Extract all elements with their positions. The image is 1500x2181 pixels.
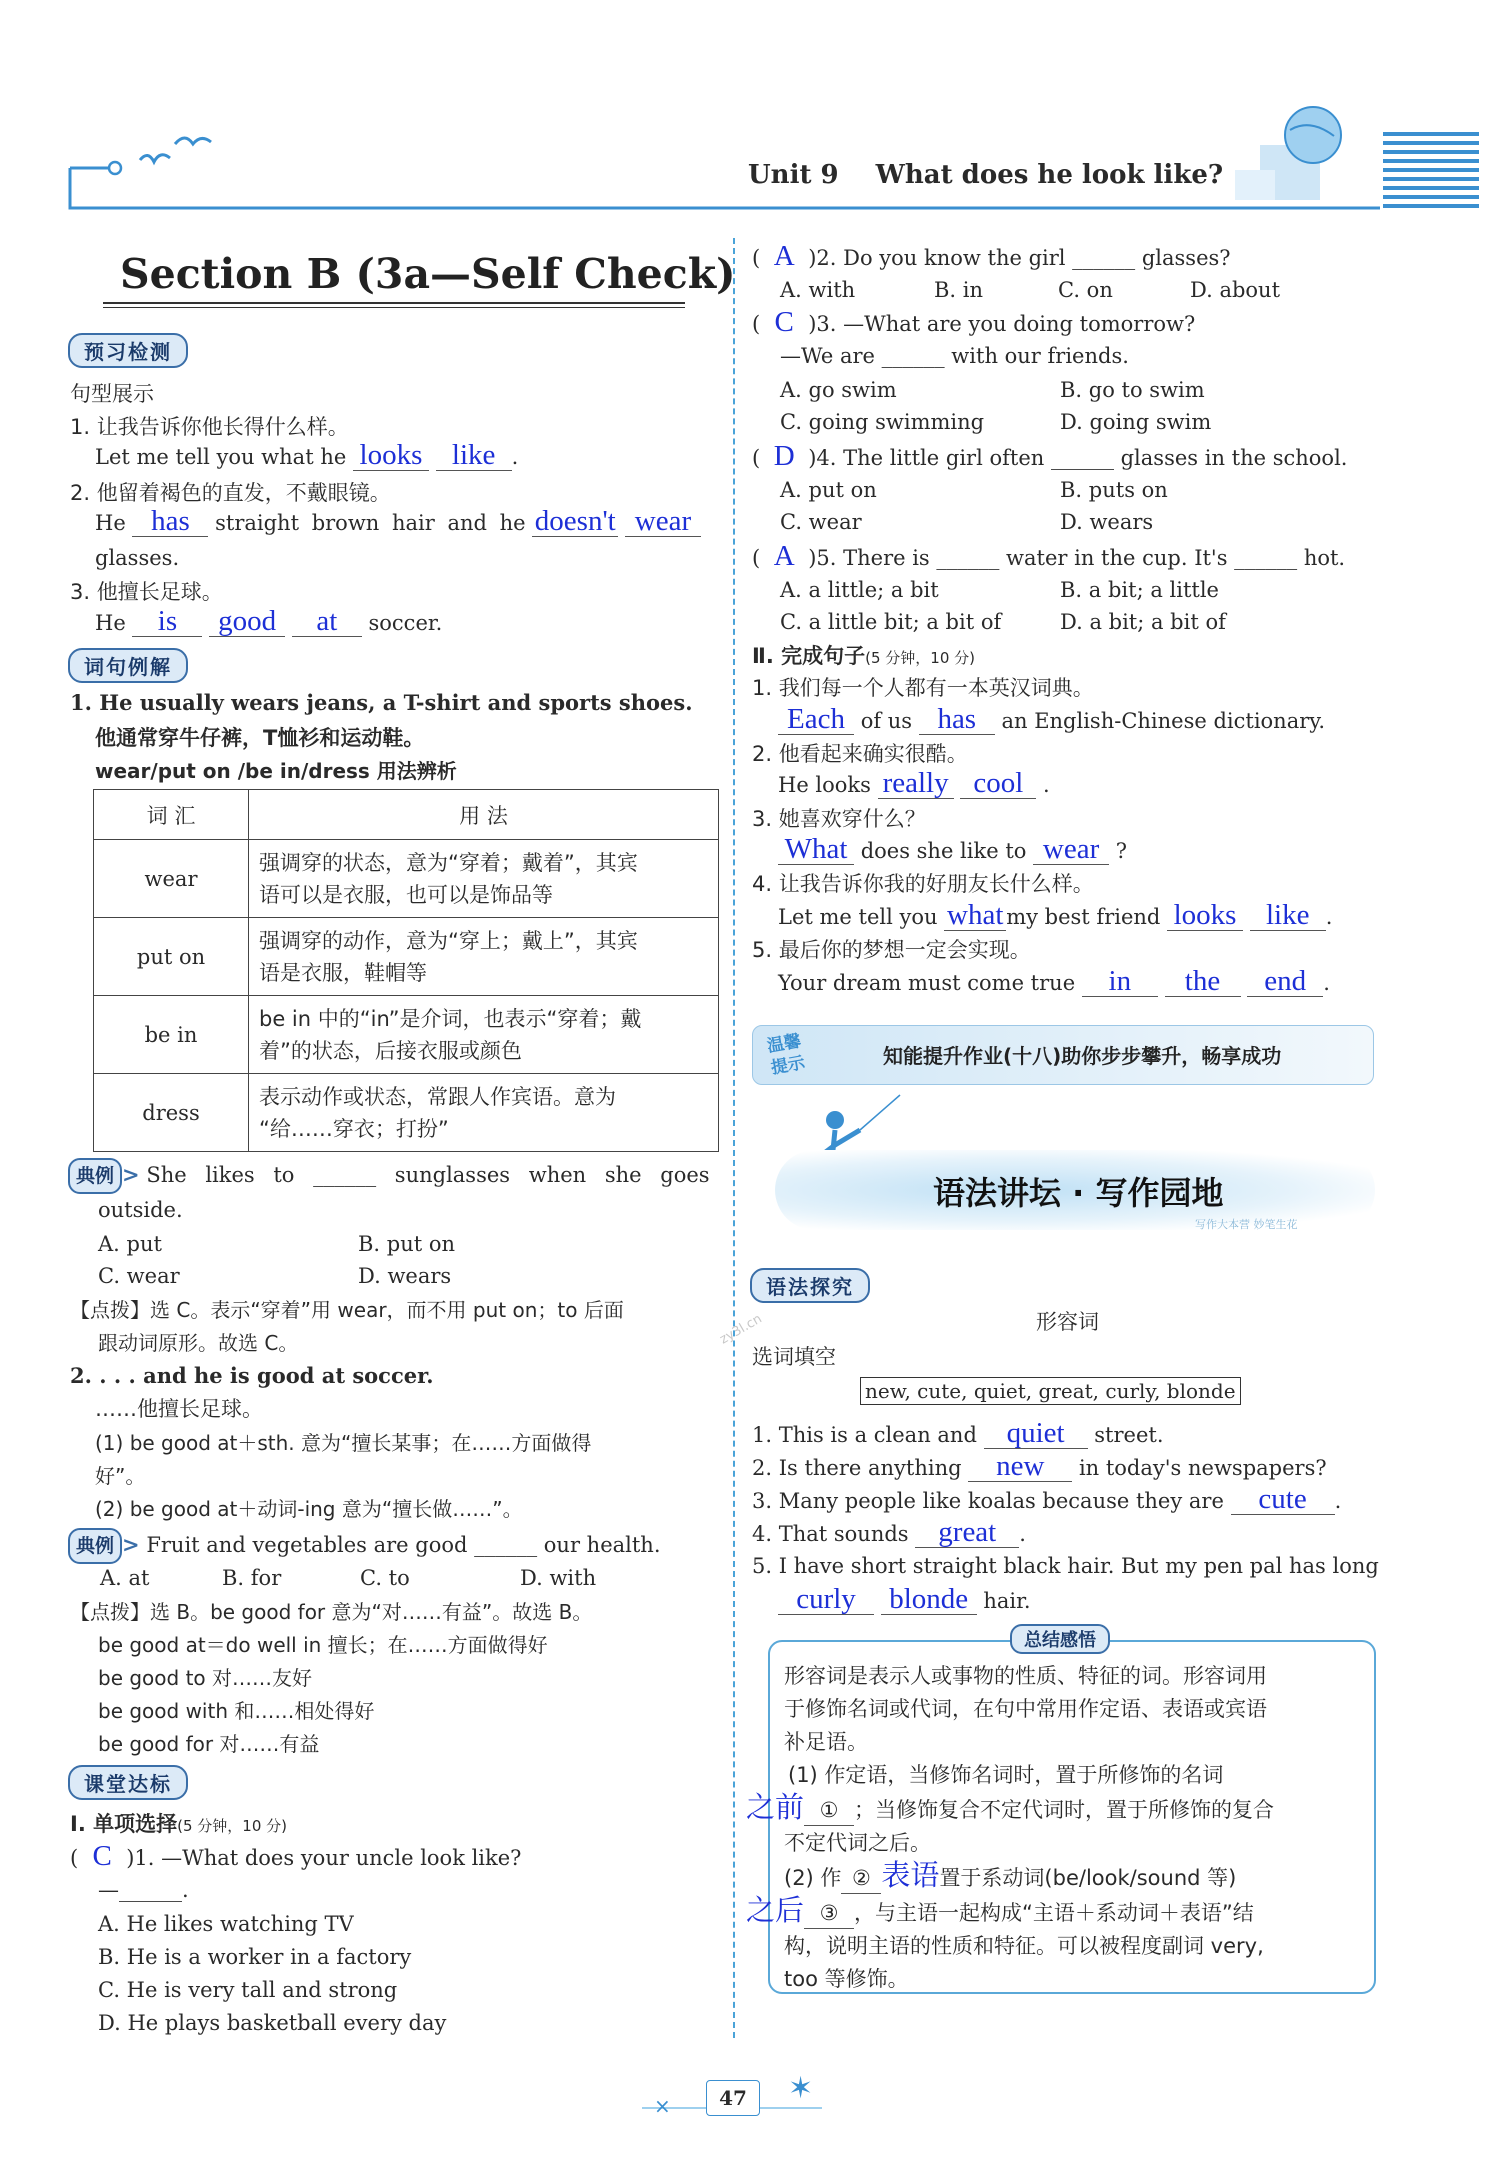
example-question-1-cont: outside.	[98, 1198, 183, 1222]
watermark: zy3l.cn	[717, 1311, 765, 1348]
answer-predicative: 表语	[881, 1860, 940, 1892]
mcq-4-options: A. put on B. puts on	[780, 478, 1168, 502]
usage-table-header	[94, 790, 719, 840]
table-row: put on 强调穿的动作，意为“穿上；戴上”，其宾 语是衣服，鞋帽等	[94, 918, 719, 996]
preview-item-3: He is good at soccer.	[95, 605, 443, 637]
header-stripes	[1383, 132, 1479, 210]
mcq-4-options-2: C. wear D. wears	[780, 510, 1154, 534]
sentence-3-cn: 3. 她喜欢穿什么？	[752, 807, 926, 831]
grammar-item-5: 5. I have short straight black hair. But my pen pal has long	[752, 1554, 1379, 1578]
classwork-part-1: Ⅰ. 单项选择(5 分钟，10 分)	[70, 1812, 287, 1836]
preview-item-2: He has straight brown hair and he doesn't wear	[95, 506, 701, 539]
blank-2: ②	[841, 1863, 881, 1894]
answer-looks-2: looks	[1167, 900, 1243, 931]
globe-decoration-icon	[1215, 95, 1385, 205]
phrase-note-list: be good at＝do well in 擅长；在……方面做得好 be good to 对……友好 be good with 和……相处得好 be good for 对……有益	[98, 1633, 548, 1756]
section-title: Section B (3a—Self Check)	[120, 250, 736, 298]
mcq-5-options-2: C. a little bit; a bit of D. a bit; a bit of	[780, 610, 1226, 634]
answer-is: is	[132, 606, 202, 637]
answer-cute: cute	[1231, 1484, 1335, 1515]
example-question-1-options-2: C. wear D. wears	[98, 1264, 452, 1288]
section-title-underline	[103, 302, 685, 308]
mcq-5: ( A )5. There is ______ water in the cup. It's ______ hot.	[752, 540, 1346, 572]
example-question-1-options: A. put B. put on	[98, 1232, 456, 1256]
answer-mcq-1: C	[92, 1840, 112, 1872]
example-question-1: 典例 > She likes to ______ sunglasses when she goes	[68, 1158, 710, 1194]
grammar-item-1: 1. This is a clean and quiet street.	[752, 1417, 1164, 1449]
answer-each: Each	[778, 704, 854, 735]
grammar-banner-title: 语法讲坛 · 写作园地	[933, 1174, 1224, 1212]
reminder-badge: 温馨提示	[765, 1031, 807, 1079]
usage-table	[93, 789, 719, 1152]
table-word: wear	[94, 840, 249, 918]
mcq-3-options-2: C. going swimming D. going swim	[780, 410, 1212, 434]
svg-text:×: ×	[654, 2094, 671, 2118]
sentence-4: Let me tell you what my best friend looks like .	[778, 899, 1333, 931]
preview-item-1-cn: 1. 让我告诉你他长得什么样。	[70, 415, 349, 439]
unit-number: Unit 9	[748, 160, 839, 190]
sentence-5: Your dream must come true in the end .	[778, 965, 1330, 997]
birds-icon	[130, 130, 220, 180]
grammar-banner	[775, 1150, 1375, 1230]
dianli-tag-2: 典例	[68, 1528, 122, 1564]
mcq-2-options: A. with B. in C. on D. about	[780, 278, 1281, 302]
answer-like: like	[436, 440, 512, 471]
answer-the: the	[1165, 966, 1241, 997]
reminder-text: 知能提升作业(十八)助你步步攀升，畅享成功	[883, 1044, 1282, 1068]
preview-item-1: Let me tell you what he looks like .	[95, 439, 519, 471]
answer-has-2: has	[919, 704, 995, 735]
mcq-3-stem-2: —We are ______ with our friends.	[780, 344, 1129, 368]
phrase-tag: 词句例解	[68, 648, 188, 683]
answer-mcq-5: A	[773, 540, 795, 572]
unit-title: What does he look like?	[875, 160, 1224, 190]
svg-text:✶: ✶	[788, 2071, 814, 2106]
answer-blonde: blonde	[881, 1584, 977, 1615]
phrase-note-2: (2) be good at＋动词-ing 意为“擅长做……”。	[95, 1497, 523, 1521]
answer-has: has	[132, 506, 208, 537]
mcq-3: ( C )3. —What are you doing tomorrow?	[752, 306, 1196, 338]
preview-item-2-end: glasses.	[95, 546, 180, 570]
preview-item-3-cn: 3. 他擅长足球。	[70, 580, 223, 604]
answer-mcq-2: A	[773, 240, 795, 272]
mcq-4: ( D )4. The little girl often ______ glasses in the school.	[752, 440, 1348, 472]
grammar-banner-sub: 写作大本营 妙笔生花	[1195, 1218, 1298, 1231]
grammar-tag: 语法探究	[750, 1268, 870, 1303]
answer-cool: cool	[960, 768, 1036, 799]
grammar-topic: 形容词	[1036, 1310, 1099, 1334]
table-word: put on	[94, 918, 249, 996]
summary-tag: 总结感悟	[1010, 1624, 1110, 1654]
preview-item-2-cn: 2. 他留着褐色的直发，不戴眼镜。	[70, 481, 391, 505]
answer-after: 之后	[746, 1895, 805, 1927]
phrase-example-1: 1. He usually wears jeans, a T-shirt and sports shoes.	[70, 690, 693, 715]
column-divider	[733, 238, 735, 2038]
mcq-5-options: A. a little; a bit B. a bit; a little	[780, 578, 1219, 602]
sentence-1-cn: 1. 我们每一个人都有一本英汉词典。	[752, 676, 1094, 700]
example-question-2-options: A. at B. for C. to D. with	[100, 1566, 597, 1590]
blank-1: ①	[804, 1795, 854, 1826]
phrase-example-2: 2. . . . and he is good at soccer.	[70, 1363, 434, 1388]
example-question-2-tip: 【点拨】选 B。be good for 意为“对……有益”。故选 B。	[70, 1600, 593, 1624]
table-row: wear 强调穿的状态，意为“穿着；戴着”，其宾 语可以是衣服，也可以是饰品等	[94, 840, 719, 918]
word-box: new, cute, quiet, great, curly, blonde	[860, 1377, 1241, 1405]
classwork-part-2: Ⅱ. 完成句子(5 分钟，10 分)	[752, 644, 975, 668]
mcq-2: ( A )2. Do you know the girl ______ glasses?	[752, 240, 1231, 272]
preview-tag: 预习检测	[68, 333, 188, 368]
answer-mcq-4: D	[773, 440, 795, 472]
table-row: dress 表示动作或状态，常跟人作宾语。意为 “给……穿衣；打扮”	[94, 1074, 719, 1152]
mcq-3-options: A. go swim B. go to swim	[780, 378, 1205, 402]
sentence-2: He looks really cool .	[778, 767, 1050, 799]
page-number: 47	[706, 2080, 760, 2116]
unit-label	[748, 160, 1223, 190]
sentence-5-cn: 5. 最后你的梦想一定会实现。	[752, 938, 1031, 962]
answer-good: good	[209, 606, 285, 637]
phrase-example-1-cn: 他通常穿牛仔裤，T恤衫和运动鞋。	[95, 726, 425, 750]
sentence-1: Each of us has an English-Chinese dictionary.	[778, 704, 1325, 737]
answer-like-2: like	[1250, 900, 1326, 931]
grammar-item-4: 4. That sounds great .	[752, 1516, 1026, 1548]
answer-before: 之前	[746, 1792, 805, 1824]
answer-great: great	[915, 1517, 1019, 1548]
preview-subhead: 句型展示	[70, 382, 154, 406]
reminder-banner	[752, 1025, 1374, 1085]
sentence-3: What does she like to wear ?	[778, 834, 1127, 867]
sentence-4-cn: 4. 让我告诉你我的好朋友长什么样。	[752, 872, 1094, 896]
answer-wear-2: wear	[1033, 834, 1109, 865]
mcq-1: ( C )1. —What does your uncle look like?	[70, 1840, 522, 1872]
summary-text: 形容词是表示人或事物的性质、特征的词。形容词用 于修饰名词或代词，在句中常用作定语、表语或宾语 补足语。 (1) 作定语，当修饰名词时，置于所修饰的名词 之前 ① ；当修饰复合不定代词时，置于所修饰的复合 不定代词之后。 (2) 作 ② 表语置于系动词(be/look/sound 等) 之后 ③ ，与主语一起构成“主语＋系动词＋表语”结 构，说明主语的性质和特征。可以被程度副词 very, too 等修饰。	[746, 1664, 1275, 1991]
answer-at: at	[292, 606, 362, 637]
grammar-item-2: 2. Is there anything new in today's newspapers?	[752, 1450, 1327, 1482]
answer-doesnt: doesn't	[532, 506, 618, 537]
answer-new: new	[968, 1451, 1072, 1482]
grammar-task: 选词填空	[752, 1345, 836, 1369]
phrase-example-1-sub: wear/put on /be in/dress 用法辨析	[95, 759, 457, 783]
answer-what: What	[778, 834, 854, 865]
answer-really: really	[878, 768, 954, 799]
grammar-item-3: 3. Many people like koalas because they are cute .	[752, 1483, 1342, 1515]
table-row: be in be in 中的“in”是介词，也表示“穿着；戴 着”的状态，后接衣服或颜色	[94, 996, 719, 1074]
grammar-item-5-cont: curly blonde hair.	[778, 1584, 1031, 1617]
table-head-word: 词 汇	[94, 790, 249, 840]
answer-curly: curly	[778, 1584, 874, 1615]
classwork-tag: 课堂达标	[68, 1765, 188, 1800]
table-head-usage: 用 法	[249, 790, 719, 840]
table-word: dress	[94, 1074, 249, 1152]
answer-in: in	[1082, 966, 1158, 997]
answer-quiet: quiet	[984, 1418, 1088, 1449]
example-question-1-tip-2: 跟动词原形。故选 C。	[98, 1331, 299, 1355]
answer-looks: looks	[353, 440, 429, 471]
table-word: be in	[94, 996, 249, 1074]
phrase-note-1: (1) be good at＋sth. 意为“擅长某事；在……方面做得	[95, 1431, 592, 1455]
example-question-1-tip: 【点拨】选 C。表示“穿着”用 wear，而不用 put on；to 后面	[70, 1298, 624, 1322]
answer-end: end	[1247, 966, 1323, 997]
answer-wear: wear	[625, 506, 701, 537]
phrase-example-2-cn: ……他擅长足球。	[95, 1397, 263, 1421]
answer-what-2: what	[944, 900, 1006, 931]
blank-3: ③	[804, 1898, 854, 1929]
phrase-note-1-cont: 好”。	[95, 1464, 146, 1488]
answer-mcq-3: C	[774, 306, 794, 338]
sentence-2-cn: 2. 他看起来确实很酷。	[752, 742, 968, 766]
mcq-1-options: A. He likes watching TV B. He is a worker in a factory C. He is very tall and strong D. He plays basketball every day	[98, 1912, 447, 2035]
mcq-1-stem-2: —______.	[98, 1878, 189, 1902]
example-question-2: 典例 > Fruit and vegetables are good ______ our health.	[68, 1528, 661, 1564]
dianli-tag: 典例	[68, 1158, 122, 1194]
